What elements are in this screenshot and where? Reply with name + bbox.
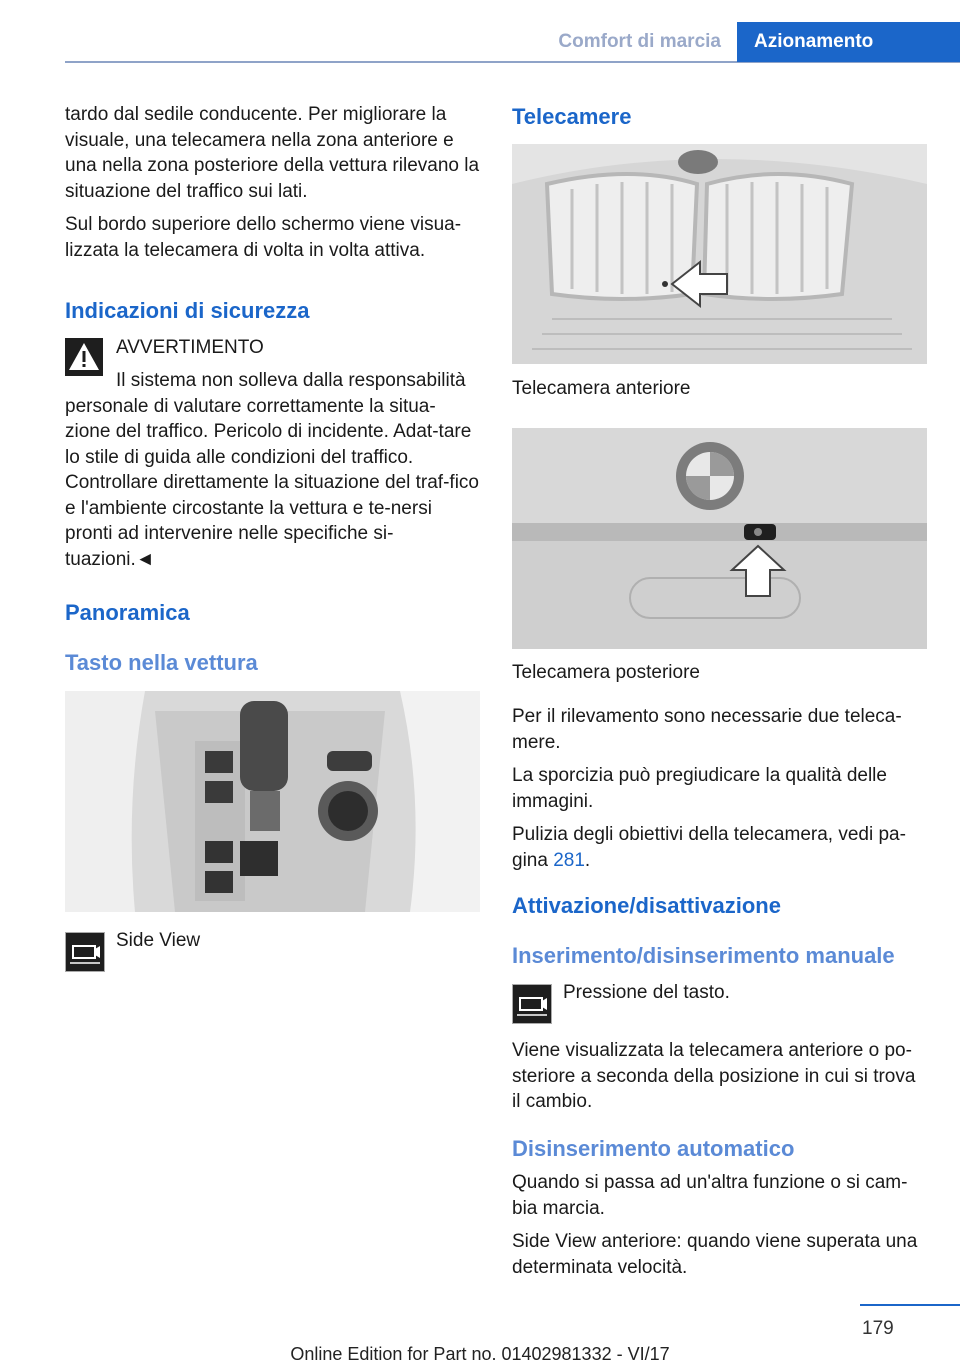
intro-paragraph: tardo dal sedile conducente. Per migliorare la visuale, una telecamera nella zona anteriore e una nella zona posteriore della vettura rilevano la situazione del traffico sui lati. [65,104,480,202]
overview-heading: Panoramica [65,600,190,625]
auto-off-heading: Disinserimento automatico [512,1136,795,1161]
warning-title: AVVERTIMENTO [116,337,264,358]
switch-paragraph: Quando si passa ad un'altra funzione o si cam-bia marcia. [512,1172,908,1219]
page-number: 179 [862,1318,894,1339]
displayed-paragraph: Viene visualizzata la telecamera anteriore o po-steriore a seconda della posizione in cui si trova il cambio. [512,1040,916,1112]
auto-off-block [512,1170,927,1288]
front-camera-caption: Telecamera anteriore [512,378,691,399]
clean-paragraph [512,822,927,873]
rear-camera-caption: Telecamera posteriore [512,662,700,683]
manual-heading: Inserimento/disinserimento manuale [512,943,895,968]
rear-camera-photo [512,428,927,649]
activation-heading: Attivazione/disattivazione [512,893,781,918]
warning-text: Il sistema non solleva dalla responsabilità personale di valutare correttamente la situa-zione del traffico. Pericolo di incidente. Adat-tare lo stile di guida alle condizioni del traffico. Controllare direttamente la situazione del traf-fico e l'ambiente circostante la vettura e te-nersi pronti ad intervenire nelle specifiche si-tuazioni.◄ [65,370,479,570]
button-in-vehicle-heading: Tasto nella vettura [65,650,258,675]
left-column [65,102,480,271]
front-side-paragraph: Side View anteriore: quando viene superata una determinata velocità. [512,1231,918,1278]
edition-line: Online Edition for Part no. 01402981332 - VI/17 [290,1344,670,1364]
footer-rule [860,1304,960,1306]
clean-text: Pulizia degli obiettivi della telecamera, vedi pa-gina [512,824,906,871]
side-view-key-icon [512,984,552,1024]
right-text-block [512,704,927,881]
displayed-block [512,1038,927,1123]
warning-text-block [65,368,480,572]
detect-paragraph: Per il rilevamento sono necessarie due teleca-mere. [512,706,902,753]
display-paragraph: Sul bordo superiore dello schermo viene visua-lizzata la telecamera di volta in volta attiva. [65,214,462,261]
center-console-photo [65,691,480,912]
side-view-label: Side View [116,930,201,951]
section-tab[interactable]: Comfort di marcia [558,31,721,52]
front-camera-photo [512,144,927,364]
chapter-tab[interactable]: Azionamento [737,22,960,62]
clean-suffix: . [584,849,591,871]
press-button-text: Pressione del tasto. [563,982,730,1003]
cameras-heading: Telecamere [512,104,632,129]
dirt-paragraph: La sporcizia può pregiudicare la qualità delle immagini. [512,765,887,812]
side-view-key-icon [65,932,105,972]
page-link[interactable]: 281 [553,849,585,871]
safety-heading: Indicazioni di sicurezza [65,298,310,323]
